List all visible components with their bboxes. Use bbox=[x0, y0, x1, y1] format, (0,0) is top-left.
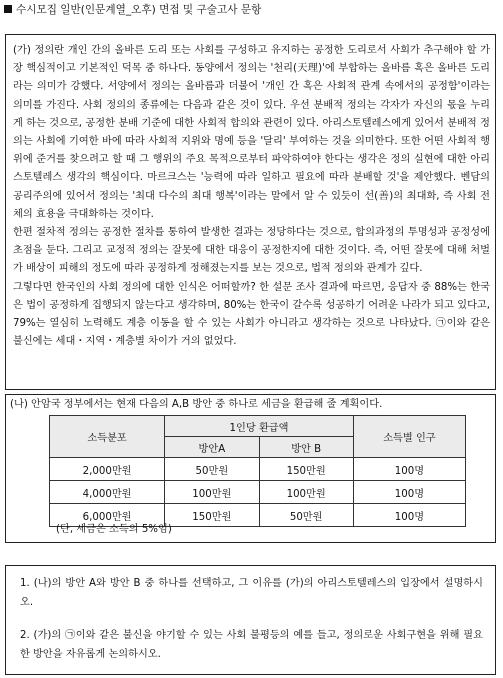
cell-income: 6,000만원 bbox=[50, 504, 165, 527]
black-square-icon bbox=[4, 5, 12, 13]
cell-plan-b: 100만원 bbox=[259, 481, 353, 504]
cell-plan-a: 100만원 bbox=[165, 481, 259, 504]
header-plan-a: 방안A bbox=[165, 437, 259, 458]
cell-plan-b: 150만원 bbox=[259, 458, 353, 481]
cell-population: 100명 bbox=[353, 504, 465, 527]
cell-plan-b: 50만원 bbox=[259, 504, 353, 527]
passage-ga-paragraph-1: (가) 정의란 개인 간의 올바른 도리 또는 사회를 구성하고 유지하는 공정한 도리로서 사회가 추구해야 할 가장 핵심적이고 기본적인 덕목 중 하나다. 동양에서 정의는 '천리(天理)'에 부합하는 올바름 혹은 올바른 도리라는 의미가 강했다. 서양에서 정의는 올바름과 더불어 '개인 간 혹은 사회적 관계 속에서의 공정함'이라는 의미를 가진다. 사회 정의의 종류에는 다음과 같은 것이 있다. 우선 분배적 정의는 각자가 자신의 몫을 누리게 하는 것으로, 공정한 분배 기준에 대한 사회적 합의와 관련이 있다. 아리스토텔레스에게 있어서 분배적 정의는 사회에 기여한 바에 따라 사회적 지위와 명예 등을 '달리' 부여하는 것을 의미한다. 또한 어떤 사회적 행위에 준거를 찾으려고 할 때 그 행위의 주요 목적으로부터 파악하여야 한다는 생각은 정의 실현에 대한 아리스토텔레스 생각의 핵심이다. 마르크스는 '능력에 따라 일하고 필요에 따라 분배할 것'을 제안했다. 벤담의 공리주의에 있어서 정의는 '최대 다수의 최대 행복'이라는 말에서 알 수 있듯이 선(善)의 최대화, 즉 사회 전체의 효용을 극대화하는 것이다. bbox=[13, 45, 490, 220]
header-population: 소득별 인구 bbox=[353, 416, 465, 458]
page-title: 수시모집 일반(인문계열_오후) 면접 및 구술고사 문항 bbox=[16, 4, 262, 16]
cell-income: 4,000만원 bbox=[50, 481, 165, 504]
questions-box bbox=[5, 565, 496, 675]
exam-header bbox=[4, 3, 261, 17]
cell-plan-a: 50만원 bbox=[165, 458, 259, 481]
cell-income: 2,000만원 bbox=[50, 458, 165, 481]
table-note: (단, 세금은 소득의 5%임) bbox=[56, 524, 172, 535]
question-1: 1. (나)의 방안 A와 방안 B 중 하나를 선택하고, 그 이유를 (가)의 아리스토텔레스의 입장에서 설명하시오. bbox=[20, 578, 483, 608]
passage-ga-paragraph-3: 그렇다면 한국인의 사회 정의에 대한 인식은 어떠할까? 한 설문 조사 결과에 따르면, 응답자 중 88%는 한국은 법이 공정하게 집행되지 않는다고 생각하며, 80%는 한국이 갈수록 성공하기 어려운 나라가 되고 있다고, 79%는 열심히 노력해도 계층 이동을 할 수 있는 사회가 아니라고 생각하는 것으로 나타났다. ㉠이와 같은 불신에는 세대・지역・계층별 차이가 거의 없었다. bbox=[13, 281, 490, 348]
passage-na-box bbox=[5, 394, 496, 543]
passage-na-intro: (나) 안암국 정부에서는 현재 다음의 A,B 방안 중 하나로 세금을 환급해 줄 계획이다. bbox=[10, 399, 383, 410]
question-2: 2. (가)의 ㉠이와 같은 불신을 야기할 수 있는 사회 불평등의 예를 들고, 정의로운 사회구현을 위해 필요한 방안을 자유롭게 논의하시오. bbox=[20, 630, 483, 660]
table-row bbox=[50, 481, 466, 504]
cell-population: 100명 bbox=[353, 458, 465, 481]
refund-table bbox=[49, 415, 466, 527]
passage-ga-paragraph-2: 한편 절차적 정의는 공정한 절차를 통하여 발생한 결과는 정당하다는 것으로, 합의과정의 투명성과 공정성에 초점을 둔다. 그리고 교정적 정의는 잘못에 대한 대응이 공정한지에 대한 것이다. 즉, 어떤 잘못에 대해 처벌가 배상이 피해의 정도에 따라 공정하게 정해졌는지를 보는 것으로, 법적 정의와 관계가 깊다. bbox=[13, 227, 490, 275]
passage-ga-box bbox=[5, 34, 496, 390]
header-refund: 1인당 환급액 bbox=[165, 416, 354, 437]
table-row bbox=[50, 458, 466, 481]
header-income: 소득분포 bbox=[50, 416, 165, 458]
header-plan-b: 방안 B bbox=[259, 437, 353, 458]
cell-population: 100명 bbox=[353, 481, 465, 504]
cell-plan-a: 150만원 bbox=[165, 504, 259, 527]
